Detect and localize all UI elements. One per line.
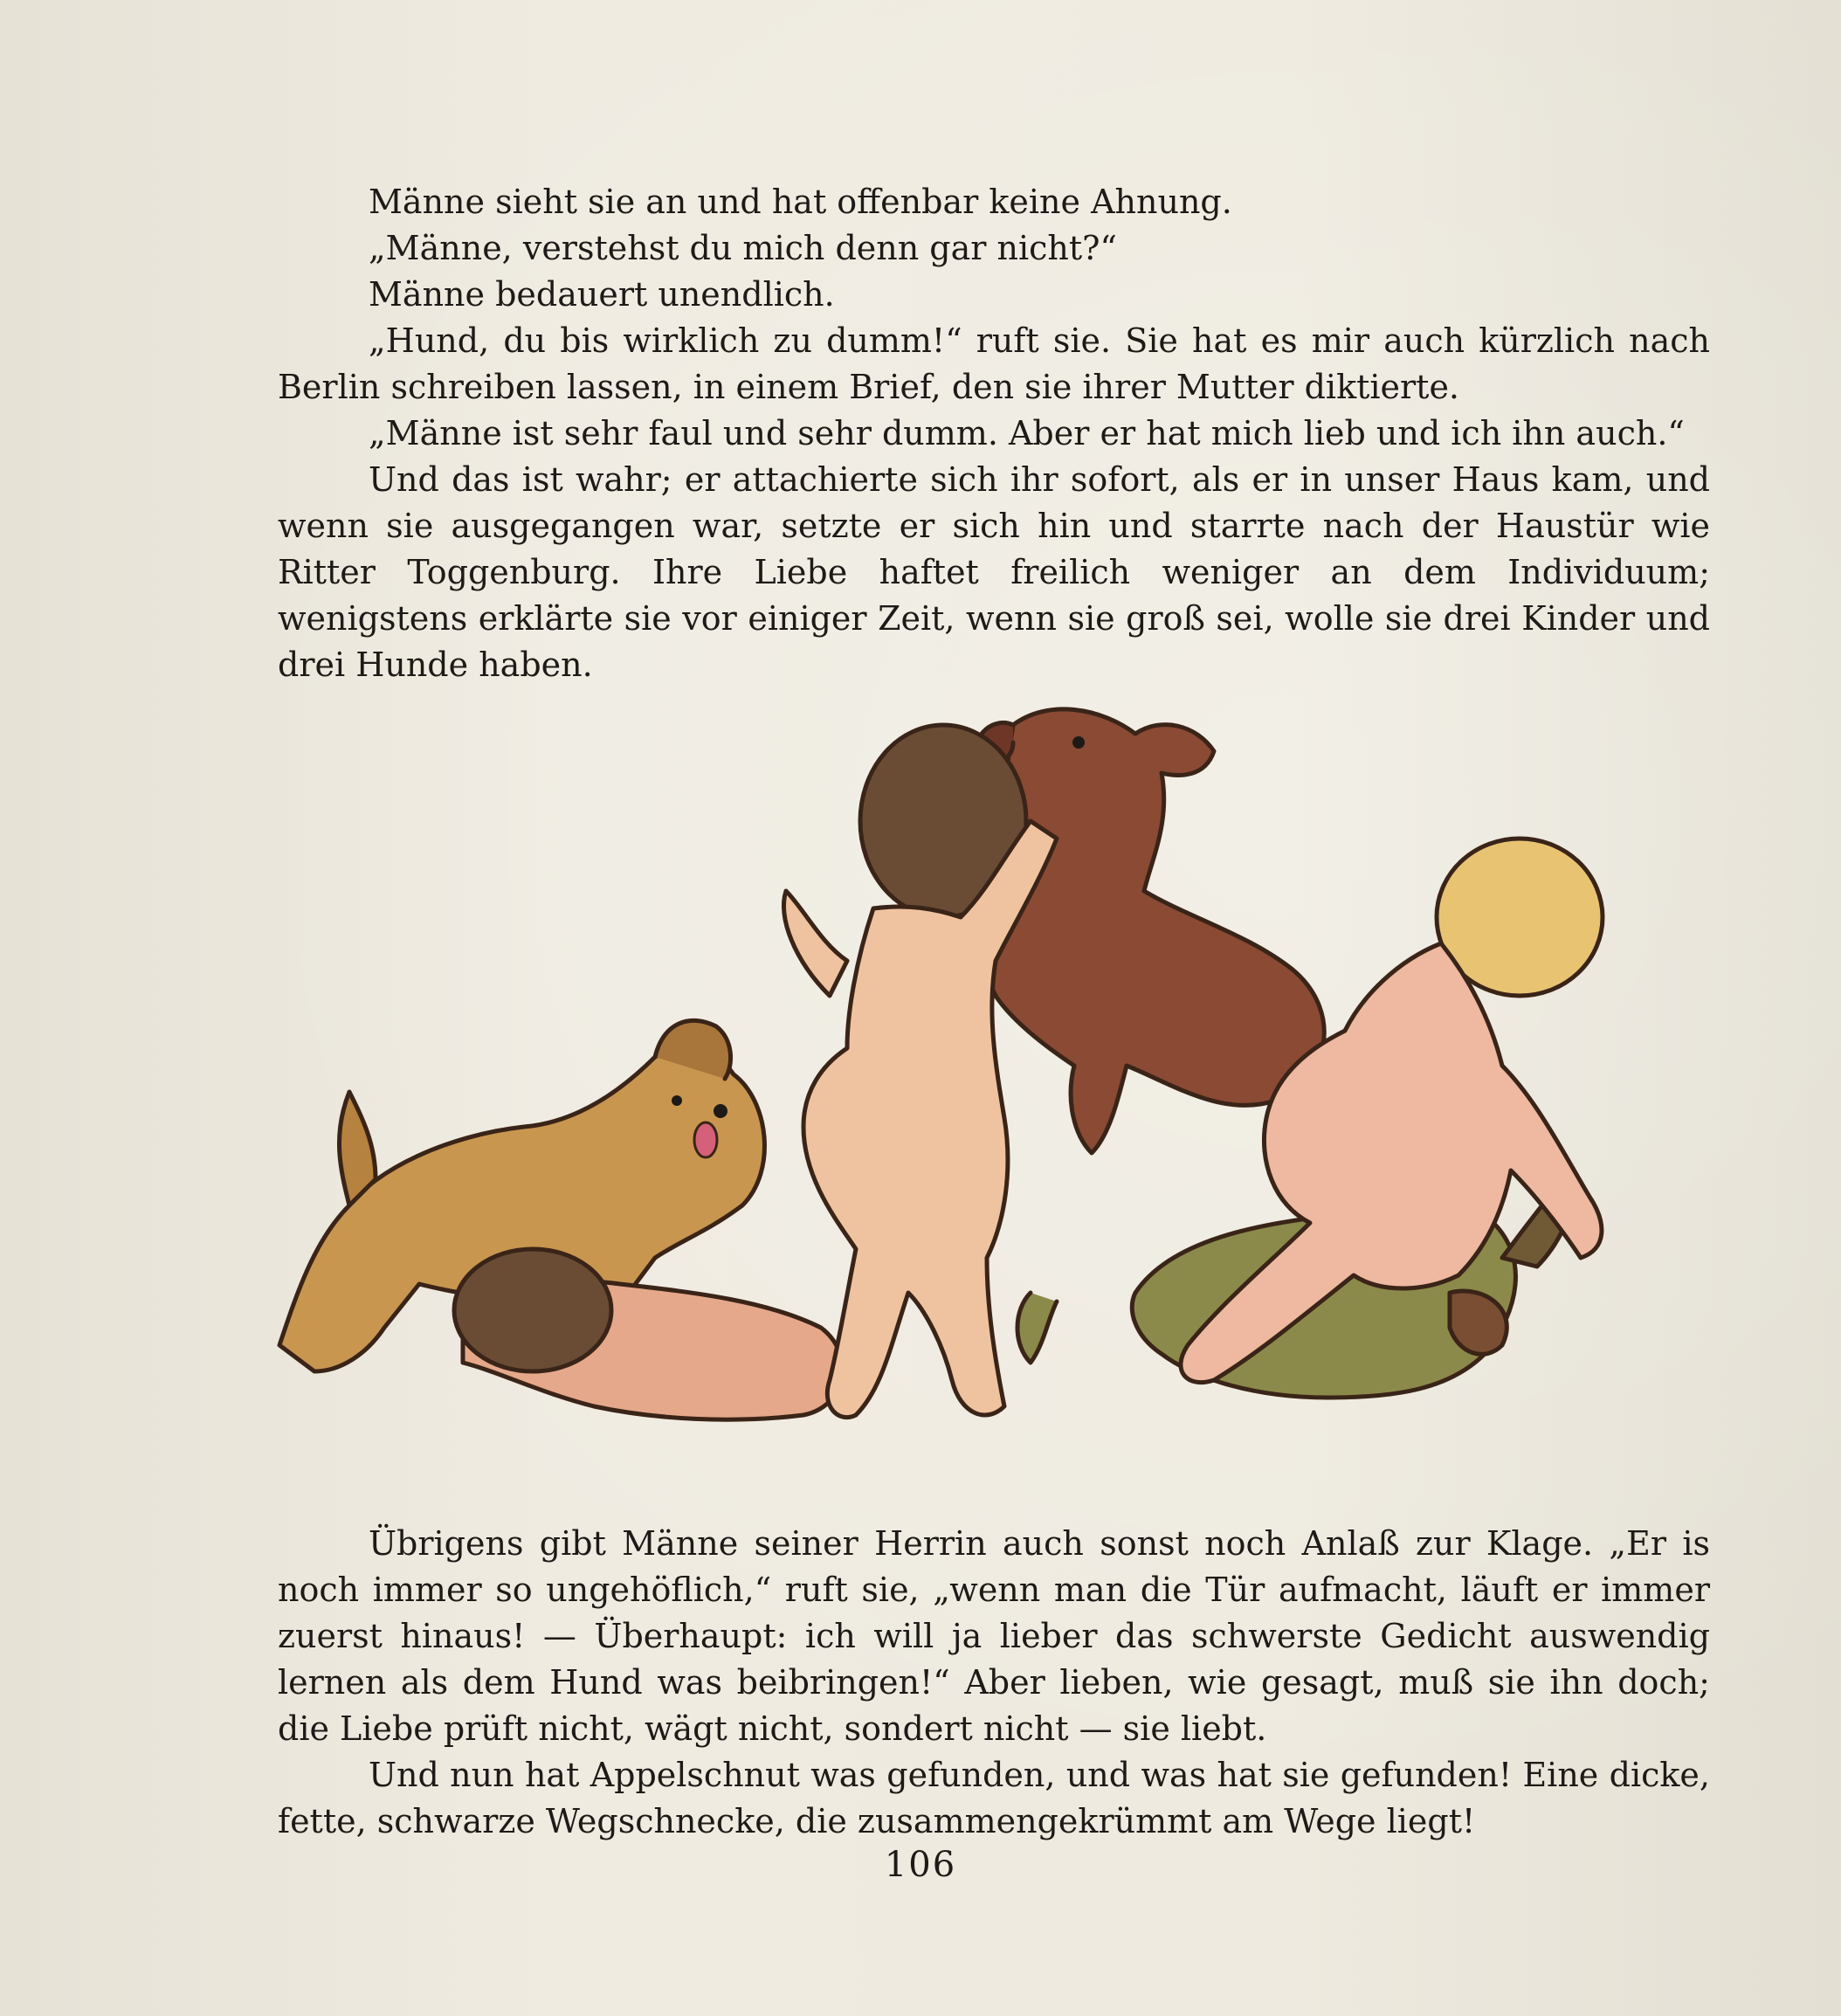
lying-child	[454, 1249, 843, 1419]
illustration-children-and-dogs	[245, 681, 1720, 1467]
paragraph: Männe sieht sie an und hat offenbar keine Ahnung.	[369, 183, 1232, 221]
paragraph: Männe bedauert unendlich.	[369, 275, 835, 314]
paragraph: „Hund, du bis wirklich zu dumm!“ ruft sie. Sie hat es mir auch kürzlich nach Berlin schreiben lassen, in einem Brief, den sie ihrer Mutter diktierte.	[278, 321, 1710, 406]
text-block-bottom	[278, 1521, 1710, 1845]
standing-child	[783, 725, 1057, 1418]
paragraph: Und das ist wahr; er attachierte sich ihr sofort, als er in unser Haus kam, und wenn sie ausgegangen war, setzte er sich hin und starrte nach der Haustür wie Ritter Toggenburg. Ihre Liebe haftet freilich weniger an dem Individuum; wenigstens erklärte sie vor einiger Zeit, wenn sie groß sei, wolle sie drei Kinder und drei Hunde haben.	[278, 460, 1710, 684]
brown-dog	[976, 709, 1324, 1153]
page-number: 106	[884, 1845, 957, 1885]
text-block-top	[278, 179, 1710, 688]
paragraph: Und nun hat Appelschnut was gefunden, und was hat sie gefunden! Eine dicke, fette, schwarze Wegschnecke, die zusammengekrümmt am Wege liegt!	[278, 1756, 1710, 1840]
paragraph: „Männe ist sehr faul und sehr dumm. Aber er hat mich lieb und ich ihn auch.“	[369, 414, 1685, 452]
paragraph: „Männe, verstehst du mich denn gar nicht?“	[369, 229, 1117, 267]
paragraph: Übrigens gibt Männe seiner Herrin auch sonst noch Anlaß zur Klage. „Er is noch immer so ungehöflich,“ ruft sie, „wenn man die Tür aufmacht, läuft er immer zuerst hinaus! — Überhaupt: ich will ja lieber das schwerste Gedicht auswendig lernen als dem Hund was beibringen!“ Aber lieben, wie gesagt, muß sie ihn doch; die Liebe prüft nicht, wägt nicht, sondert nicht — sie liebt.	[278, 1524, 1710, 1748]
